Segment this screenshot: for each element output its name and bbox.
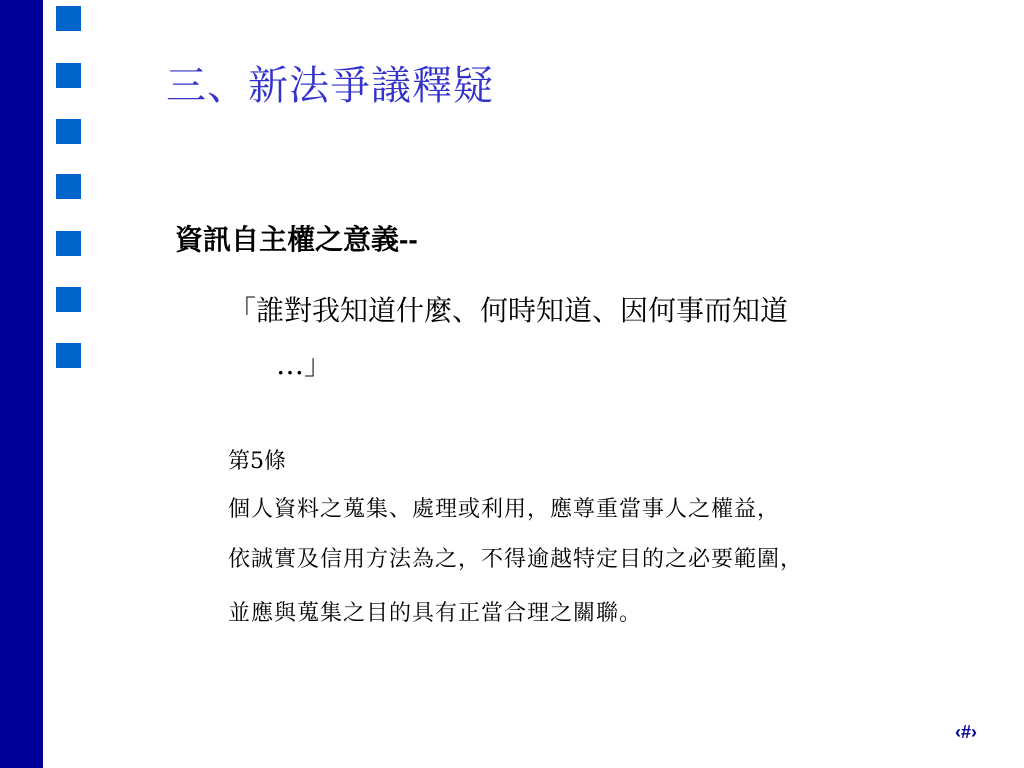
decorative-square [56,63,81,88]
slide-number: ‹#› [955,722,977,742]
decorative-square [56,343,81,368]
article-line: 依誠實及信用方法為之，不得逾越特定目的之必要範圍， [228,547,804,572]
section-heading-text: 資訊自主權之意義 [175,223,400,256]
quote-line-1: 「誰對我知道什麼、何時知道、因何事而知道 [228,294,789,327]
article-line: 並應與蒐集之目的具有正當合理之關聯。 [228,601,643,626]
slide-title: 三、新法爭議釋疑 [166,63,494,109]
article-title: 第5條 [228,449,286,474]
quote-line-2: …」 [276,348,333,381]
decorative-square [56,231,81,256]
left-bar-decoration [0,0,43,768]
article-line: 個人資料之蒐集、處理或利用，應尊重當事人之權益， [228,497,781,522]
decorative-square [56,174,81,199]
square-bullet-column [56,0,82,380]
decorative-square [56,287,81,312]
section-heading-dash: -- [399,224,418,255]
decorative-square [56,119,81,144]
decorative-square [56,6,81,31]
definition-quote [228,284,788,392]
section-heading [175,218,418,258]
